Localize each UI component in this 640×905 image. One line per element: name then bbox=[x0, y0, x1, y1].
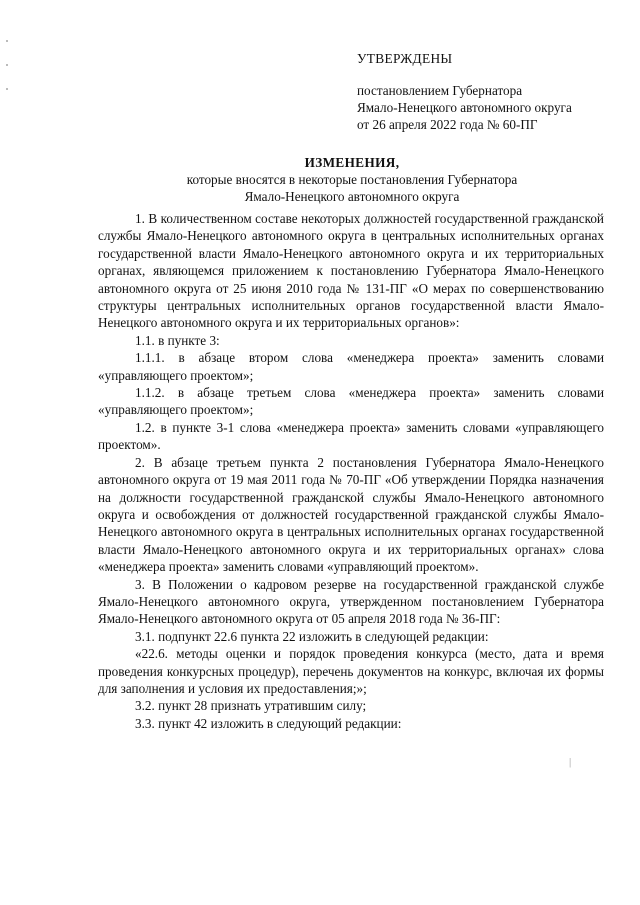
paragraph-1-1: 1.1. в пункте 3: bbox=[135, 332, 220, 348]
title-subtitle-line: Ямало-Ненецкого автономного округа bbox=[244, 189, 460, 204]
paragraph-22-6-quote: «22.6. методы оценки и порядок проведения конкурса (место, дата и время проведения конкурсных процедур), перечень документов на конкурс, включая их формы для заполнения и условия их предоставления;»; bbox=[98, 646, 604, 696]
paragraph-3-2: 3.2. пункт 28 признать утратившим силу; bbox=[135, 698, 367, 714]
scan-dot bbox=[6, 40, 8, 42]
document-body bbox=[98, 210, 604, 732]
approval-line: от 26 апреля 2022 года № 60-ПГ bbox=[357, 117, 538, 132]
paragraph-2: 2. В абзаце третьем пункта 2 постановления Губернатора Ямало-Ненецкого автономного округа от 19 мая 2011 года № 70-ПГ «Об утверждении Порядка назначения на должности государственной гражданской службы Ямало-Ненецкого автономного округа и освобождения от должностей государственной гражданской службы Ямало-Ненецкого автономного округа в центральных исполнительных органах государственной власти Ямало-Ненецкого автономного округа и их территориальных органах» слова «менеджера проекта» заменить словами «управляющий проектом». bbox=[98, 454, 604, 575]
title-subtitle-line: которые вносятся в некоторые постановления Губернатора bbox=[186, 172, 518, 187]
paragraph-3: 3. В Положении о кадровом резерве на государственной гражданской службе Ямало-Ненецкого автономного округа, утвержденном постановлением Губернатора Ямало-Ненецкого автономного округа от 05 апреля 2018 года № 36-ПГ: bbox=[98, 576, 604, 627]
paragraph-3-3: 3.3. пункт 42 изложить в следующий редакции: bbox=[135, 715, 402, 731]
paragraph-1-1-2: 1.1.2. в абзаце третьем слова «менеджера проекта» заменить словами «управляющего проектом»; bbox=[98, 385, 604, 418]
approval-line: постановлением Губернатора bbox=[357, 83, 523, 98]
title-main: ИЗМЕНЕНИЯ, bbox=[304, 155, 400, 170]
approval-heading: УТВЕРЖДЕНЫ bbox=[357, 51, 453, 66]
scan-dot bbox=[6, 88, 8, 90]
paragraph-1-1-1: 1.1.1. в абзаце втором слова «менеджера проекта» заменить словами «управляющего проектом»; bbox=[98, 350, 604, 383]
scan-dot bbox=[6, 64, 8, 66]
document-title bbox=[100, 154, 604, 205]
paragraph-1: 1. В количественном составе некоторых должностей государственной гражданской службы Ямало-Ненецкого автономного округа в центральных исполнительных органах государственной власти Ямало-Ненецкого автономного округа и их территориальных органах, являющемся приложением к постановлению Губернатора Ямало-Ненецкого автономного округа от 25 июня 2010 года № 131-ПГ «О мерах по совершенствованию структуры центральных исполнительных органов государственной власти Ямало-Ненецкого автономного округа и их территориальных органов»: bbox=[98, 211, 604, 331]
approval-line: Ямало-Ненецкого автономного округа bbox=[357, 100, 572, 115]
paragraph-3-1: 3.1. подпункт 22.6 пункта 22 изложить в следующей редакции: bbox=[135, 628, 489, 644]
scan-margin-marks bbox=[6, 40, 12, 112]
approval-block bbox=[357, 50, 617, 133]
paragraph-1-2: 1.2. в пункте 3-1 слова «менеджера проекта» заменить словами «управляющего проектом». bbox=[98, 419, 604, 453]
scan-artifact-mark: | bbox=[569, 756, 572, 768]
